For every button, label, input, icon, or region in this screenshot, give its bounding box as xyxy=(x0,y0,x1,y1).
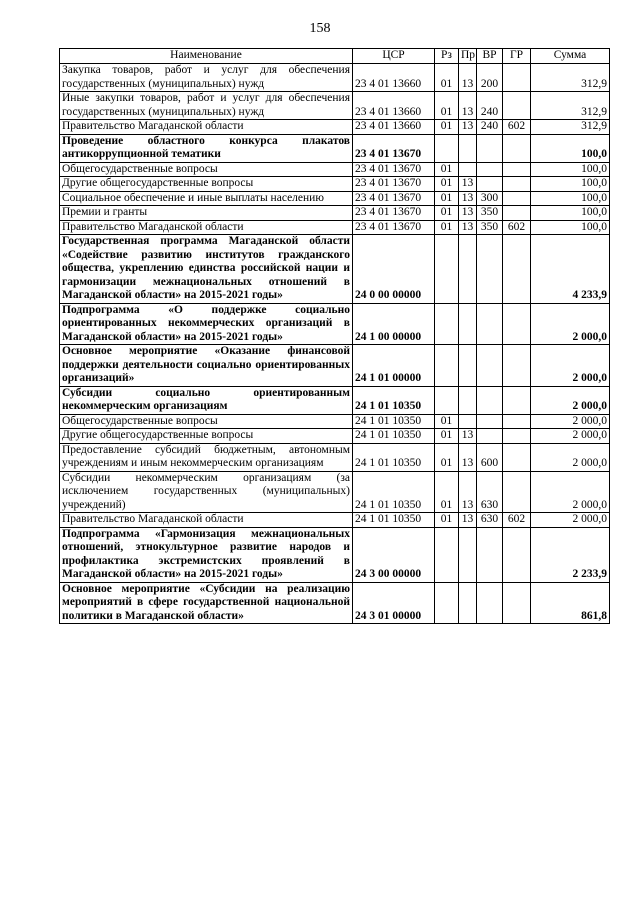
row-sum: 100,0 xyxy=(531,177,610,192)
row-pr: 13 xyxy=(459,429,477,444)
row-pr xyxy=(459,386,477,414)
row-sum: 312,9 xyxy=(531,92,610,120)
row-sum: 100,0 xyxy=(531,206,610,221)
table-row xyxy=(60,582,610,624)
row-sum: 4 233,9 xyxy=(531,235,610,304)
row-vr xyxy=(477,429,503,444)
row-pr: 13 xyxy=(459,471,477,513)
row-csr: 24 3 01 00000 xyxy=(353,582,435,624)
row-vr xyxy=(477,162,503,177)
row-csr: 24 1 00 00000 xyxy=(353,303,435,345)
budget-table xyxy=(59,48,610,624)
table-row xyxy=(60,386,610,414)
row-name: Предоставление субсидий бюджетным, автономным учреждениям и иным некоммерческим организациям xyxy=(60,443,353,471)
row-csr: 24 1 01 10350 xyxy=(353,414,435,429)
row-csr: 23 4 01 13670 xyxy=(353,177,435,192)
row-rz: 01 xyxy=(435,177,459,192)
row-csr: 23 4 01 13670 xyxy=(353,162,435,177)
row-name: Субсидии социально ориентированным некоммерческим организациям xyxy=(60,386,353,414)
row-vr xyxy=(477,386,503,414)
row-name: Государственная программа Магаданской области «Содействие развитию институтов гражданского общества, укреплению единства российской нации и гармонизации межнациональных отношений в Магаданской области» на 2015-2021 годы» xyxy=(60,235,353,304)
row-rz xyxy=(435,527,459,582)
row-gr xyxy=(503,134,531,162)
header-sum: Сумма xyxy=(531,49,610,64)
row-name: Премии и гранты xyxy=(60,206,353,221)
table-row xyxy=(60,220,610,235)
row-pr xyxy=(459,414,477,429)
row-name: Основное мероприятие «Оказание финансовой поддержки деятельности социально ориентированных организаций» xyxy=(60,345,353,387)
row-vr: 600 xyxy=(477,443,503,471)
table-row xyxy=(60,414,610,429)
row-csr: 24 1 01 10350 xyxy=(353,471,435,513)
row-vr: 240 xyxy=(477,120,503,135)
table-row xyxy=(60,177,610,192)
row-sum: 100,0 xyxy=(531,220,610,235)
row-vr xyxy=(477,177,503,192)
row-vr: 350 xyxy=(477,206,503,221)
row-vr xyxy=(477,235,503,304)
table-row xyxy=(60,92,610,120)
row-csr: 24 1 01 10350 xyxy=(353,429,435,444)
row-name: Общегосударственные вопросы xyxy=(60,414,353,429)
row-name: Подпрограмма «О поддержке социально ориентированных некоммерческих организаций в Магаданской области» на 2015-2021 годы» xyxy=(60,303,353,345)
row-gr xyxy=(503,191,531,206)
table-row xyxy=(60,120,610,135)
row-csr: 24 3 00 00000 xyxy=(353,527,435,582)
row-sum: 2 000,0 xyxy=(531,429,610,444)
table-row xyxy=(60,443,610,471)
row-sum: 861,8 xyxy=(531,582,610,624)
row-pr xyxy=(459,345,477,387)
row-pr xyxy=(459,162,477,177)
header-name: Наименование xyxy=(60,49,353,64)
table-row xyxy=(60,134,610,162)
table-row xyxy=(60,303,610,345)
row-sum: 100,0 xyxy=(531,191,610,206)
row-rz xyxy=(435,303,459,345)
row-gr xyxy=(503,527,531,582)
table-row xyxy=(60,527,610,582)
row-pr xyxy=(459,582,477,624)
row-gr xyxy=(503,92,531,120)
header-csr: ЦСР xyxy=(353,49,435,64)
row-rz xyxy=(435,386,459,414)
row-rz: 01 xyxy=(435,429,459,444)
row-pr: 13 xyxy=(459,513,477,528)
row-vr: 630 xyxy=(477,471,503,513)
row-rz: 01 xyxy=(435,443,459,471)
row-gr xyxy=(503,345,531,387)
table-row xyxy=(60,513,610,528)
row-name: Другие общегосударственные вопросы xyxy=(60,429,353,444)
row-rz xyxy=(435,582,459,624)
header-vr: ВР xyxy=(477,49,503,64)
row-rz: 01 xyxy=(435,92,459,120)
row-csr: 24 1 01 10350 xyxy=(353,386,435,414)
row-rz: 01 xyxy=(435,414,459,429)
table-row xyxy=(60,191,610,206)
row-csr: 24 1 01 10350 xyxy=(353,443,435,471)
table-row xyxy=(60,429,610,444)
page-number: 158 xyxy=(309,21,331,36)
row-vr xyxy=(477,414,503,429)
row-pr: 13 xyxy=(459,177,477,192)
row-vr xyxy=(477,134,503,162)
row-pr: 13 xyxy=(459,206,477,221)
row-rz: 01 xyxy=(435,206,459,221)
row-sum: 2 000,0 xyxy=(531,471,610,513)
row-gr xyxy=(503,414,531,429)
row-csr: 23 4 01 13670 xyxy=(353,206,435,221)
row-rz xyxy=(435,345,459,387)
row-rz xyxy=(435,235,459,304)
table-header-row xyxy=(60,49,610,64)
row-sum: 2 000,0 xyxy=(531,513,610,528)
row-name: Правительство Магаданской области xyxy=(60,120,353,135)
row-gr xyxy=(503,471,531,513)
row-csr: 23 4 01 13670 xyxy=(353,134,435,162)
row-name: Основное мероприятие «Субсидии на реализацию мероприятий в сфере государственной национальной политики в Магаданской области» xyxy=(60,582,353,624)
row-pr xyxy=(459,134,477,162)
row-vr: 630 xyxy=(477,513,503,528)
row-vr xyxy=(477,582,503,624)
row-rz: 01 xyxy=(435,162,459,177)
row-gr: 602 xyxy=(503,513,531,528)
row-sum: 2 000,0 xyxy=(531,303,610,345)
row-rz: 01 xyxy=(435,120,459,135)
row-csr: 24 0 00 00000 xyxy=(353,235,435,304)
row-sum: 2 000,0 xyxy=(531,414,610,429)
header-pr: Пр xyxy=(459,49,477,64)
row-vr: 350 xyxy=(477,220,503,235)
row-name: Правительство Магаданской области xyxy=(60,513,353,528)
table-row xyxy=(60,471,610,513)
row-csr: 23 4 01 13670 xyxy=(353,220,435,235)
row-name: Другие общегосударственные вопросы xyxy=(60,177,353,192)
row-rz: 01 xyxy=(435,64,459,92)
row-sum: 100,0 xyxy=(531,134,610,162)
row-sum: 312,9 xyxy=(531,64,610,92)
row-gr: 602 xyxy=(503,220,531,235)
row-sum: 2 000,0 xyxy=(531,386,610,414)
row-pr: 13 xyxy=(459,191,477,206)
table-row xyxy=(60,206,610,221)
row-pr: 13 xyxy=(459,92,477,120)
row-name: Правительство Магаданской области xyxy=(60,220,353,235)
row-gr xyxy=(503,582,531,624)
row-csr: 23 4 01 13660 xyxy=(353,92,435,120)
row-gr xyxy=(503,303,531,345)
row-name: Субсидии некоммерческим организациям (за исключением государственных (муниципальных) учреждений) xyxy=(60,471,353,513)
table-row xyxy=(60,162,610,177)
row-vr: 240 xyxy=(477,92,503,120)
row-pr xyxy=(459,303,477,345)
table-row xyxy=(60,64,610,92)
row-gr xyxy=(503,177,531,192)
row-gr xyxy=(503,162,531,177)
table-row xyxy=(60,345,610,387)
row-sum: 312,9 xyxy=(531,120,610,135)
row-rz: 01 xyxy=(435,191,459,206)
row-pr xyxy=(459,235,477,304)
row-rz: 01 xyxy=(435,471,459,513)
row-sum: 2 233,9 xyxy=(531,527,610,582)
row-gr xyxy=(503,64,531,92)
row-sum: 2 000,0 xyxy=(531,443,610,471)
row-csr: 23 4 01 13670 xyxy=(353,191,435,206)
row-gr xyxy=(503,429,531,444)
row-name: Проведение областного конкурса плакатов антикоррупционной тематики xyxy=(60,134,353,162)
row-name: Социальное обеспечение и иные выплаты населению xyxy=(60,191,353,206)
row-csr: 23 4 01 13660 xyxy=(353,120,435,135)
row-vr xyxy=(477,345,503,387)
row-gr xyxy=(503,206,531,221)
row-pr: 13 xyxy=(459,443,477,471)
row-gr xyxy=(503,235,531,304)
row-name: Иные закупки товаров, работ и услуг для обеспечения государственных (муниципальных) нужд xyxy=(60,92,353,120)
row-vr: 200 xyxy=(477,64,503,92)
row-sum: 2 000,0 xyxy=(531,345,610,387)
row-rz xyxy=(435,134,459,162)
row-csr: 24 1 01 10350 xyxy=(353,513,435,528)
row-pr xyxy=(459,527,477,582)
row-name: Общегосударственные вопросы xyxy=(60,162,353,177)
row-gr xyxy=(503,386,531,414)
row-rz: 01 xyxy=(435,220,459,235)
row-gr xyxy=(503,443,531,471)
row-vr xyxy=(477,527,503,582)
row-name: Закупка товаров, работ и услуг для обеспечения государственных (муниципальных) нужд xyxy=(60,64,353,92)
row-sum: 100,0 xyxy=(531,162,610,177)
table-row xyxy=(60,235,610,304)
row-name: Подпрограмма «Гармонизация межнациональных отношений, этнокультурное развитие народов и профилактика экстремистских проявлений в Магаданской области» на 2015-2021 годы» xyxy=(60,527,353,582)
row-csr: 24 1 01 00000 xyxy=(353,345,435,387)
row-csr: 23 4 01 13660 xyxy=(353,64,435,92)
row-pr: 13 xyxy=(459,220,477,235)
row-gr: 602 xyxy=(503,120,531,135)
row-pr: 13 xyxy=(459,120,477,135)
header-rz: Рз xyxy=(435,49,459,64)
row-pr: 13 xyxy=(459,64,477,92)
row-rz: 01 xyxy=(435,513,459,528)
row-vr xyxy=(477,303,503,345)
header-gr: ГР xyxy=(503,49,531,64)
row-vr: 300 xyxy=(477,191,503,206)
